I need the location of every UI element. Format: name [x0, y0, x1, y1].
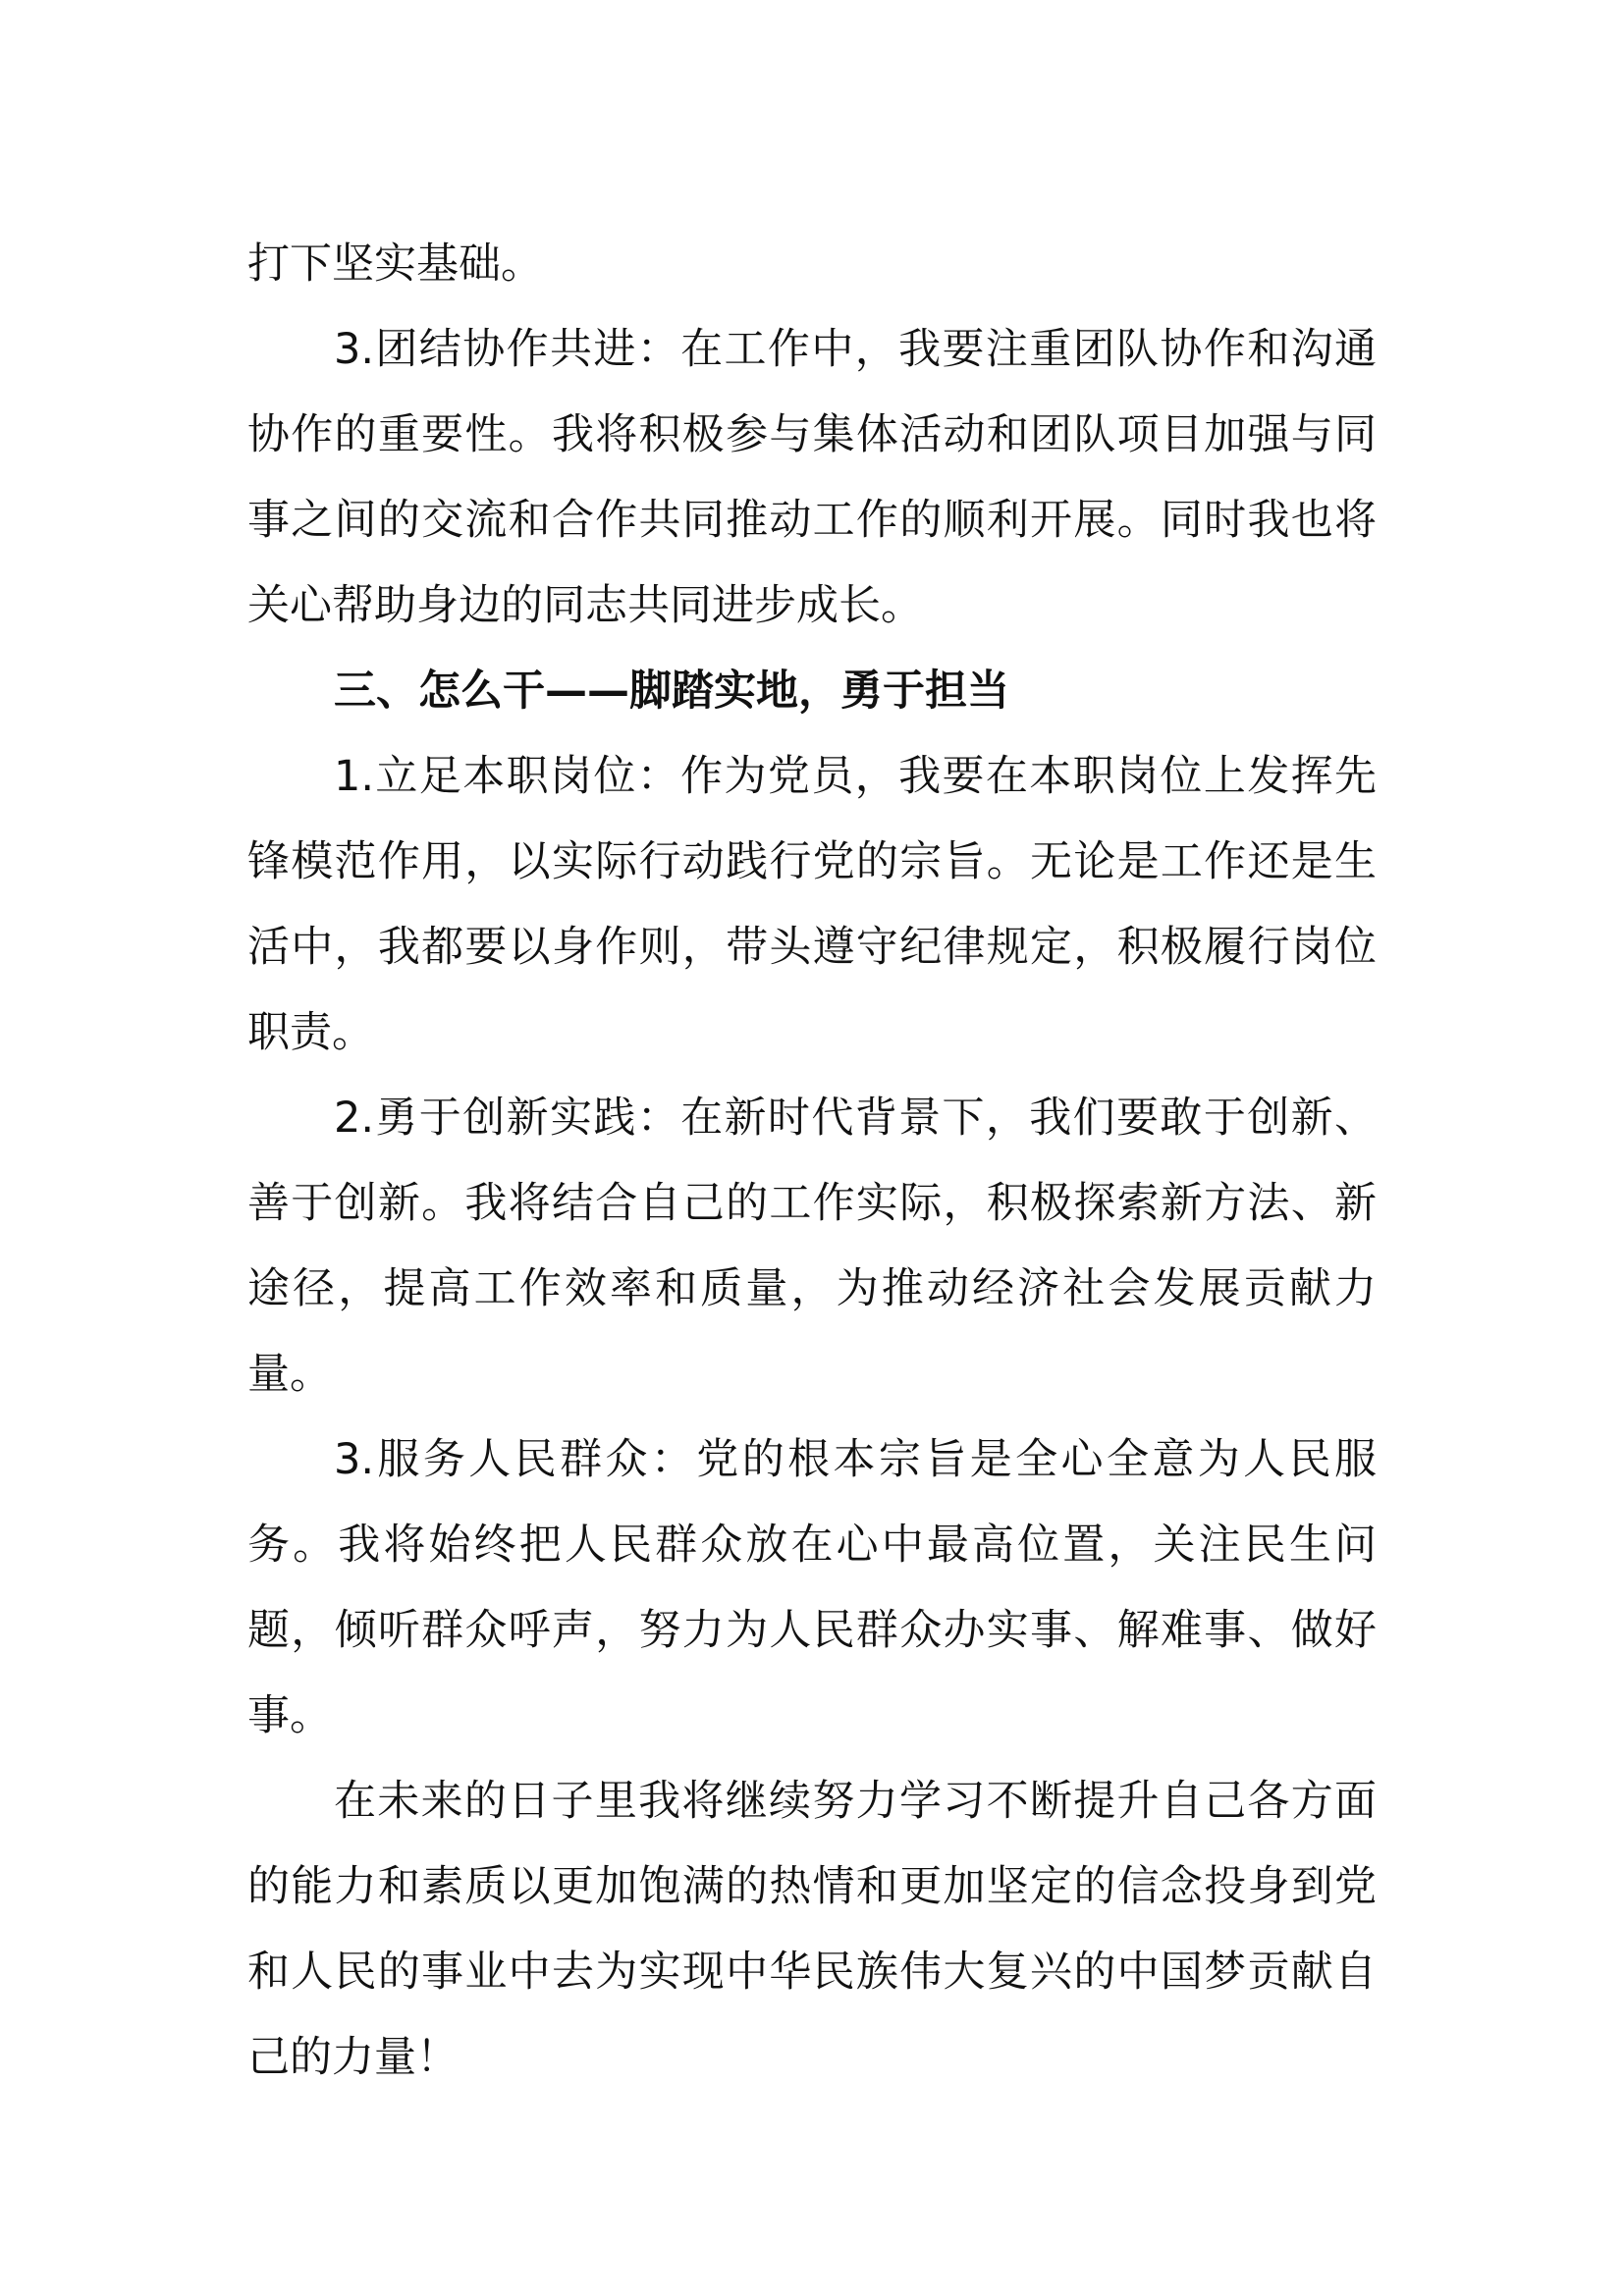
paragraph-innovation	[247, 1076, 1377, 1417]
text-line: 面的能力和素质以更加饱满的热情和更加坚定的信念投身	[247, 1777, 1377, 1911]
text-line: 同事之间的交流和合作共同推动工作的顺利开展。同时我	[247, 410, 1377, 545]
text-line: 协作的重要性。我将积极参与集体活动和团队项目加强与	[247, 410, 1334, 459]
text-line: 我将始终把人民群众放在心中最高位置，关注民生问题，	[247, 1521, 1377, 1655]
paragraph-continuation	[247, 222, 1377, 307]
text-line: 在未来的日子里我将继续努力学习不断提升自己各方	[334, 1777, 1334, 1826]
text-line: 贡献自己的力量！	[247, 1948, 1378, 2082]
heading-text: 三、怎么干——脚踏实地，勇于担当	[334, 667, 1009, 716]
paragraph-serve-people	[247, 1417, 1377, 1759]
text-line: 也将关心帮助身边的同志共同进步成长。	[247, 496, 1378, 630]
text-line: 锋模范作用，以实际行动践行党的宗旨。无论是工作还是	[247, 837, 1334, 886]
text-line: 生活中，我都要以身作则，带头遵守纪律规定，积极履行	[247, 837, 1377, 972]
text-line: 岗位职责。	[247, 923, 1378, 1057]
text-line: 1.立足本职岗位：作为党员，我要在本职岗位上发挥先	[334, 752, 1377, 801]
paragraph-post	[247, 734, 1377, 1076]
section-heading	[247, 649, 1377, 734]
text-line: 善于创新。我将结合自己的工作实际，积极探索新方法、	[247, 1179, 1334, 1228]
text-line: 倾听群众呼声，努力为人民群众办实事、解难事、做好事。	[247, 1606, 1378, 1740]
text-line: 打下坚实基础。	[247, 240, 543, 289]
text-line: 3.服务人民群众：党的根本宗旨是全心全意为人民服务。	[247, 1435, 1377, 1570]
text-line: 力量。	[247, 1264, 1377, 1399]
document-body	[247, 222, 1377, 2101]
text-line: 到党和人民的事业中去为实现中华民族伟大复兴的中国梦	[247, 1862, 1378, 1997]
text-line: 3.团结协作共进：在工作中，我要注重团队协作和沟通	[334, 325, 1377, 374]
paragraph-teamwork	[247, 307, 1377, 649]
text-line: 2.勇于创新实践：在新时代背景下，我们要敢于创新、	[334, 1094, 1377, 1143]
text-line: 新途径，提高工作效率和质量，为推动经济社会发展贡献	[247, 1179, 1377, 1313]
paragraph-conclusion	[247, 1759, 1377, 2101]
